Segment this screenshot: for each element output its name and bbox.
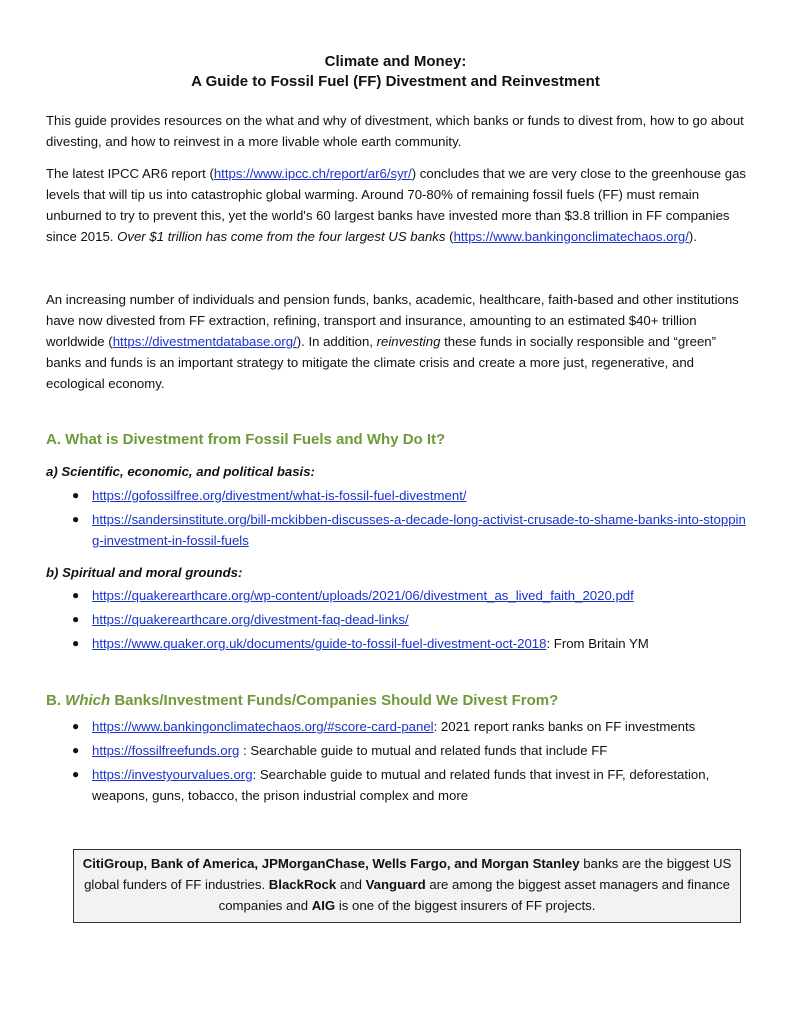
bullet-icon: ● [72, 743, 80, 757]
italic-emphasis: Over $1 trillion has come from the four largest US banks [117, 229, 446, 244]
list-item [70, 764, 746, 806]
bold-emphasis: CitiGroup, Bank of America, JPMorganChase, Wells Fargo, and Morgan Stanley [82, 856, 580, 871]
divestment-database-link[interactable]: https://divestmentdatabase.org/ [112, 334, 297, 349]
list-item [70, 609, 746, 630]
section-a-heading: A. What is Divestment from Fossil Fuels and Why Do It? [46, 431, 446, 448]
bold-emphasis: BlackRock [268, 877, 337, 892]
resource-link[interactable]: https://fossilfreefunds.org [92, 743, 240, 758]
text-span: ). In addition, [296, 334, 377, 349]
list-item [70, 509, 746, 551]
text-span: ). [688, 229, 697, 244]
page-title-line2: A Guide to Fossil Fuel (FF) Divestment and Reinvestment [191, 73, 600, 90]
resource-link[interactable]: https://quakerearthcare.org/wp-content/uploads/2021/06/divestment_as_lived_faith_2020.pdf [92, 588, 634, 603]
list-item [70, 716, 746, 737]
bullet-icon: ● [72, 512, 80, 526]
resource-link[interactable]: https://sandersinstitute.org/bill-mckibben-discusses-a-decade-long-activist-crusade-to-shame-banks-into-stopping-investment-in-fossil-fuels [92, 512, 746, 548]
text-span: The latest IPCC AR6 report ( [46, 166, 214, 181]
text-span: An increasing number of individuals and pension funds, banks, academic, healthcare, faith-based and other institutions have now divested from FF extraction, refining, transport and insurance, amounting to an estimated $40+ trillion worldwide ( [46, 292, 739, 349]
list-item [70, 485, 746, 506]
text-span: banks are the biggest US global funders of FF industries. [84, 856, 732, 892]
italic-emphasis: reinvesting [376, 334, 441, 349]
item-description: : Searchable guide to mutual and related funds that include FF [239, 743, 608, 758]
text-span: these funds in socially responsible and “green” banks and funds is an important strategy to mitigate the climate crisis and create a more just, regenerative, and ecological economy. [46, 334, 717, 391]
list-item [70, 740, 746, 761]
text-span: ) concludes that we are very close to the greenhouse gas levels that will tip us into catastrophic global warming. Around 70-80% of remaining fossil fuels (FF) must remain unburned to try to prevent this, yet the world's 60 largest banks have invested more than $3.8 trillion in FF companies since 2015. [46, 166, 747, 244]
text-span: is one of the biggest insurers of FF projects. [335, 898, 596, 913]
text-span: are among the biggest asset managers and finance companies and [218, 877, 730, 913]
page-title-line1: Climate and Money: [324, 53, 467, 70]
list-divest-from [70, 716, 746, 809]
item-description: : Searchable guide to mutual and related funds that invest in FF, deforestation, weapons, guns, tobacco, the prison industrial complex and more [92, 767, 710, 803]
subheading-spiritual: b) Spiritual and moral grounds: [46, 565, 243, 580]
list-scientific [70, 485, 746, 554]
banking-climate-chaos-link[interactable]: https://www.bankingonclimatechaos.org/ [453, 229, 689, 244]
text-span: ( [445, 229, 454, 244]
resource-link[interactable]: https://www.quaker.org.uk/documents/guide-to-fossil-fuel-divestment-oct-2018 [92, 636, 547, 651]
resource-link[interactable]: https://gofossilfree.org/divestment/what-is-fossil-fuel-divestment/ [92, 488, 467, 503]
intro-paragraph: This guide provides resources on the what and why of divestment, which banks or funds to divest from, how to go about divesting, and how to reinvest in a more livable whole earth community. [46, 113, 744, 149]
bullet-icon: ● [72, 767, 80, 781]
subheading-scientific: a) Scientific, economic, and political basis: [46, 464, 315, 479]
section-b-heading [46, 691, 558, 711]
item-description: : 2021 report ranks banks on FF investments [433, 719, 696, 734]
list-item [70, 633, 746, 654]
ipcc-paragraph [46, 163, 746, 247]
callout-box [73, 849, 741, 923]
bullet-icon: ● [72, 612, 80, 626]
text-span: and [336, 877, 366, 892]
resource-link[interactable]: https://quakerearthcare.org/divestment-faq-dead-links/ [92, 612, 409, 627]
text-span: Banks/Investment Funds/Companies Should We Divest From? [110, 692, 559, 709]
resource-link[interactable]: https://www.bankingonclimatechaos.org/#score-card-panel [92, 719, 434, 734]
divestment-paragraph [46, 289, 746, 394]
bold-emphasis: Vanguard [365, 877, 426, 892]
ipcc-link[interactable]: https://www.ipcc.ch/report/ar6/syr/ [213, 166, 412, 181]
bullet-icon: ● [72, 636, 80, 650]
list-spiritual [70, 585, 746, 657]
resource-link[interactable]: https://investyourvalues.org [92, 767, 253, 782]
bullet-icon: ● [72, 488, 80, 502]
item-description: : From Britain YM [546, 636, 649, 651]
italic-emphasis: Which [65, 692, 111, 709]
bullet-icon: ● [72, 719, 80, 733]
text-span: B. [46, 692, 66, 709]
list-item [70, 585, 746, 606]
bold-emphasis: AIG [311, 898, 336, 913]
bullet-icon: ● [72, 588, 80, 602]
